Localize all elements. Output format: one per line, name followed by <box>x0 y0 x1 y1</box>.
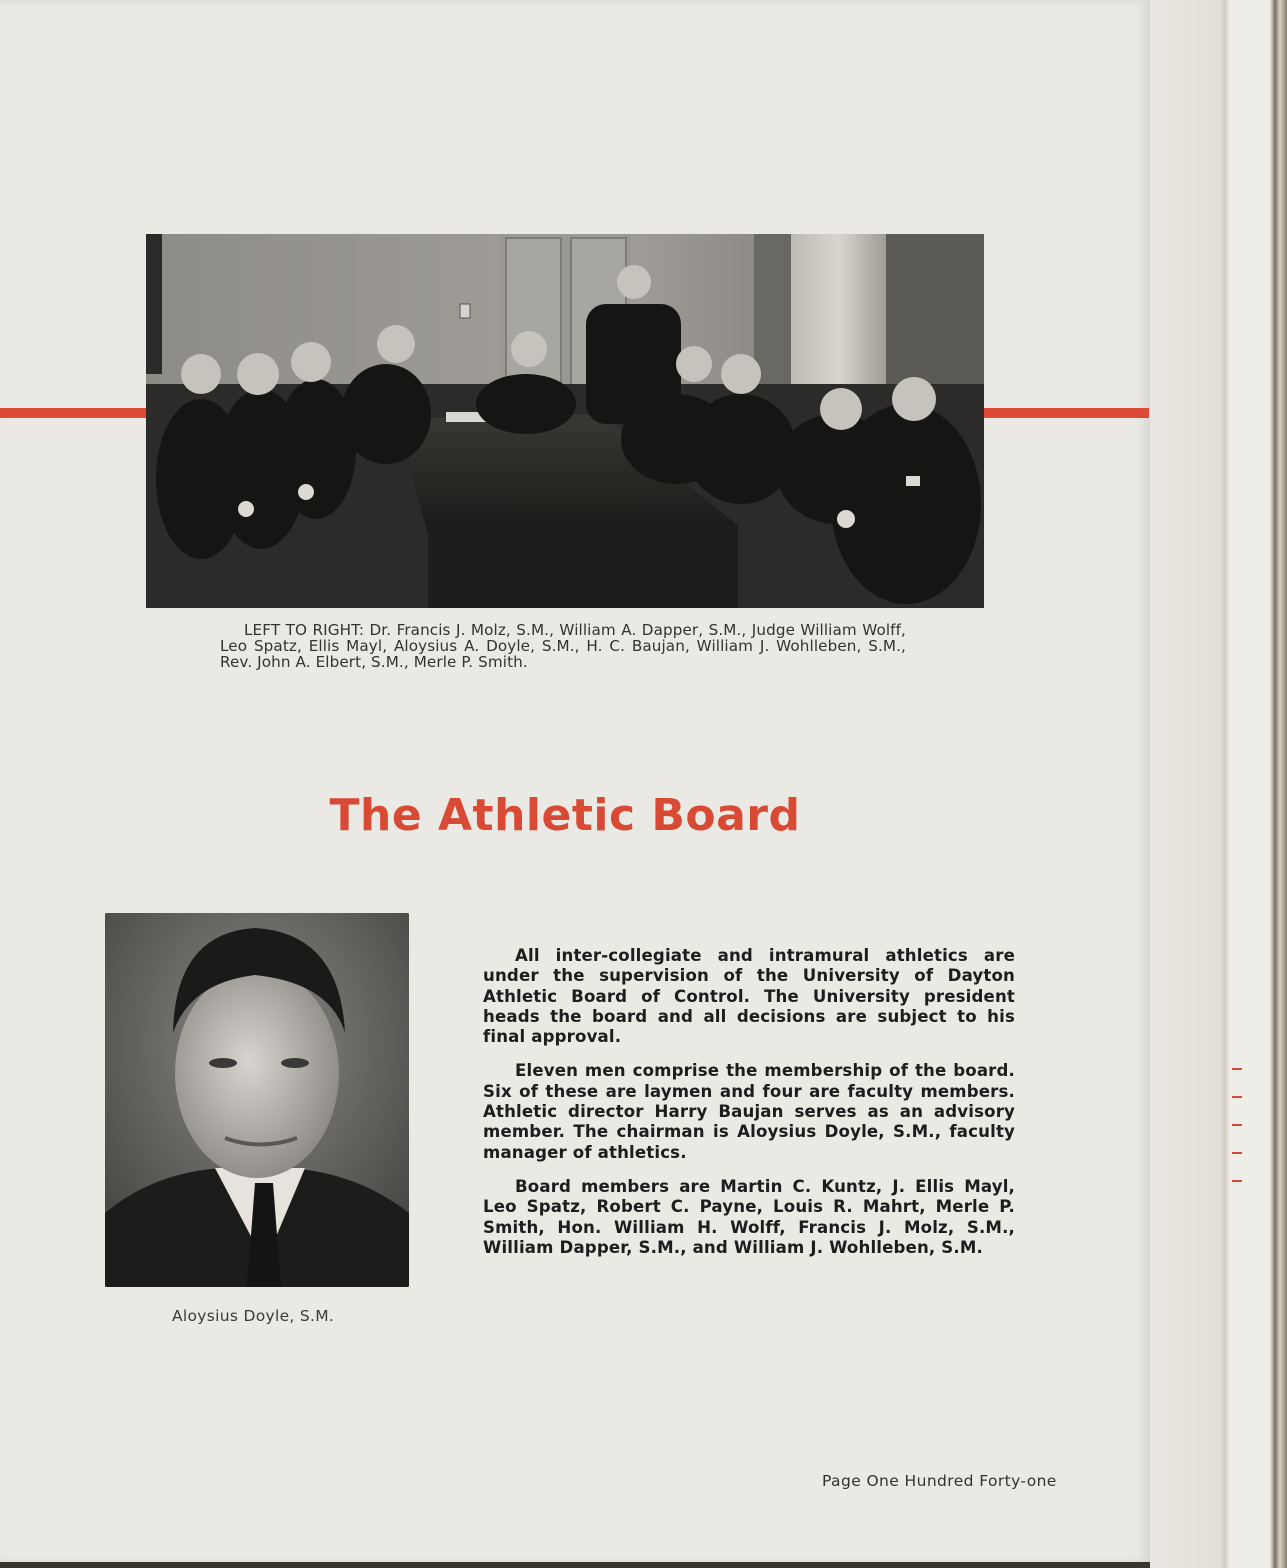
page-title: The Athletic Board <box>329 790 801 841</box>
adjacent-page-edges <box>1150 0 1287 1568</box>
edge-tab-mark <box>1232 1068 1242 1070</box>
paragraph: All inter-collegiate and intramural athletics are under the supervision of the University of Dayton Athletic Board of Control. The University president heads the board and all decisions are subject to his final approval. <box>483 946 1015 1047</box>
edge-tab-mark <box>1232 1152 1242 1154</box>
body-text <box>483 946 1015 1272</box>
caption-lead: LEFT TO RIGHT: <box>244 621 365 639</box>
red-stripe-right <box>984 408 1149 418</box>
chairman-portrait <box>105 913 409 1287</box>
paragraph: Board members are Martin C. Kuntz, J. Ellis Mayl, Leo Spatz, Robert C. Payne, Louis R. Mahrt, Merle P. Smith, Hon. William H. Wolff, Francis J. Molz, S.M., William Dapper, S.M., and William J. Wohlleben, S.M. <box>483 1176 1015 1257</box>
red-stripe-left <box>0 408 146 418</box>
edge-tab-mark <box>1232 1180 1242 1182</box>
page-number: Page One Hundred Forty-one <box>822 1472 1057 1490</box>
portrait-caption: Aloysius Doyle, S.M. <box>172 1307 335 1325</box>
paragraph: Eleven men comprise the membership of the board. Six of these are laymen and four are faculty members. Athletic director Harry Baujan serves as an advisory member. The chairman is Aloysius Doyle, S.M., faculty manager of athletics. <box>483 1061 1015 1162</box>
group-photo-caption <box>220 622 906 670</box>
board-group-photo <box>146 234 984 608</box>
edge-tab-mark <box>1232 1096 1242 1098</box>
edge-tab-mark <box>1232 1124 1242 1126</box>
caption-names: Dr. Francis J. Molz, S.M., William A. Dapper, S.M., Judge William Wolff, Leo Spatz, Ellis Mayl, Aloysius A. Doyle, S.M., H. C. Baujan, William J. Wohlleben, S.M., Rev. John A. Elbert, S.M., Merle P. Smith. <box>220 621 906 671</box>
